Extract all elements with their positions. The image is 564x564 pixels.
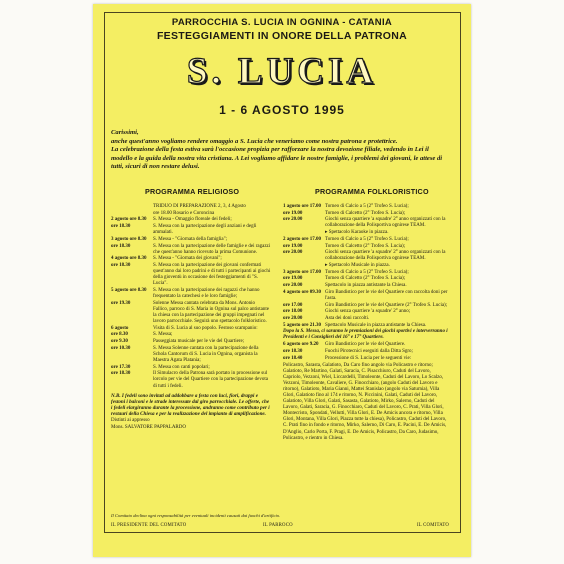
- entry-text: Asta dei doni raccolti.: [325, 315, 370, 321]
- entry-text: Torneo di Calcetto (2° Trofeo S. Lucia);: [325, 243, 406, 249]
- program-entry: [111, 244, 271, 256]
- entry-time: ore 19.30: [111, 300, 131, 306]
- entry-text: Spettacolo in piazza antistante la Chiesa.: [325, 283, 407, 289]
- entry-time: 4 agosto ore 8.30: [111, 256, 147, 262]
- program-entry: [283, 276, 449, 282]
- entry-time: ore 20.00: [283, 217, 303, 223]
- intro-greeting: Carissimi,: [111, 129, 139, 136]
- signature-parish-priest: IL PARROCO: [263, 523, 293, 528]
- entry-text: Giochi senza quartiere 'a squadre' 2° anno organizzati con la collaborazione della Polisportiva ognirese TEAM.: [325, 217, 446, 229]
- signature-committee: IL COMITATO: [417, 523, 450, 528]
- intro-paragraph: La celebrazione della festa estiva sarà l'occasione propizia per rafforzare la nostra devozione filiale, vedendo in Lei il modello e la guida della nostra vita cristiana. A Lei vogliamo affidare le nostre famiglie, i problemi dei giovani, le attese di tutti, sicuri di non restare delusi.: [111, 146, 443, 171]
- entry-time: 2 agosto ore 17.00: [283, 236, 321, 242]
- program-entry: [111, 217, 271, 223]
- entry-text: Giro Bandistico per le vie del Quartiere con raccolta doni per l'asta.: [325, 289, 448, 301]
- entry-text: Solenne Messa cantata celebrata da Mons. Antonio Fallico, parroco di S. Maria in Ognina sul palco antistante la chiesa con la partecipazione dei gruppi impegnati nel lavoro parrocchiale. Seguirà uno spettacolo folkloristico.: [153, 300, 269, 325]
- poster-sheet: [93, 4, 471, 557]
- entry-text: Passeggiata musicale per le vie del Quartiere;: [153, 339, 245, 345]
- entry-time: 4 agosto ore 09.30: [283, 289, 321, 295]
- program-entry: [283, 217, 449, 229]
- entry-time: ore 17.30: [111, 364, 131, 370]
- program-entry: [283, 303, 449, 309]
- intro-letter: [111, 129, 451, 172]
- entry-time: 1 agosto ore 17.00: [283, 204, 321, 209]
- program-entry: [111, 371, 271, 389]
- program-entry: [111, 288, 271, 300]
- entry-time: 5 agosto ore 21.30: [283, 322, 321, 328]
- after-mass-note: Dopo la S. Messa, ci saranno le premiazioni dei giochi sportivi e interverranno i Presidenti e i Consiglieri del 16° e 17° Quartiere.: [283, 329, 448, 341]
- program-entry: [283, 323, 449, 329]
- program-entry: [283, 263, 449, 269]
- entry-time: 5 agosto ore 8.30: [111, 287, 147, 293]
- signature-president: IL PRESIDENTE DEL COMITATO: [111, 523, 187, 528]
- program-entry: [111, 326, 271, 332]
- program-entry: [111, 256, 271, 262]
- entry-time: [283, 230, 325, 236]
- entry-time: ore 19.00: [283, 210, 303, 216]
- entry-text: S. Messa con canti popolari;: [153, 364, 210, 370]
- entry-text: TRIDUO DI PREPARAZIONE 2, 3, 4 Agosto: [153, 204, 246, 209]
- entry-time: ore 8.30: [111, 332, 128, 338]
- program-entry: [111, 224, 271, 236]
- entry-time: 6 agosto ore 9.20: [283, 342, 319, 348]
- entry-text: Torneo di Calcetto (2° Trofeo S. Lucia);: [325, 210, 406, 216]
- program-entry: [283, 204, 449, 210]
- entry-text: Spettacolo Musicale in piazza antistante la Chiesa.: [325, 322, 427, 328]
- program-entry: [111, 263, 271, 287]
- entry-time: ore 19.00: [283, 276, 303, 282]
- bishop-label: Distinti ai appresso: [111, 417, 150, 423]
- entry-text: Processione di S. Lucia per le seguenti vie:: [325, 355, 412, 361]
- entry-text: S. Messa con la partecipazione degli anziani e degli ammalati.: [153, 224, 257, 236]
- entry-time: 2 agosto ore 8.30: [111, 217, 147, 223]
- entry-text: S. Messa - "Giornata della famiglia";: [153, 236, 228, 242]
- committee-disclaimer: Il Comitato declina ogni responsabilità per eventuali incidenti causati dai fuochi d'artificio.: [111, 513, 281, 518]
- saint-title: S. LUCIA: [186, 51, 378, 92]
- parish-title: PARROCCHIA S. LUCIA IN OGNINA - CATANIA: [171, 17, 393, 28]
- program-entry: [283, 342, 449, 348]
- bishop-name: Mons. SALVATORE PAPPALARDO: [111, 424, 186, 430]
- festivities-heading: FESTEGGIAMENTI IN ONORE DELLA PATRONA: [156, 30, 408, 42]
- entry-text: Giro Bandistico per le vie del Quartiere (2° Trofeo S. Lucia);: [325, 302, 448, 308]
- entry-time: ore 18.30: [111, 371, 131, 377]
- entry-time: ore 20.00: [283, 250, 303, 256]
- entry-text: S. Messa;: [153, 332, 173, 338]
- program-entry: [283, 283, 449, 289]
- program-entry: [283, 316, 449, 322]
- religious-program: [111, 204, 271, 432]
- entry-text: ▸ Spettacolo Karaoke in piazza.: [325, 230, 389, 236]
- entry-text: ore 18.00 Rosario e Coroncina: [153, 210, 215, 216]
- program-entry: [111, 365, 271, 371]
- entry-time: ore 18.30: [111, 243, 131, 249]
- folk-program-heading: PROGRAMMA FOLKLORISTICO: [315, 187, 429, 196]
- entry-time: [111, 211, 153, 217]
- entry-text: S. Messa con la partecipazione dei giovani confermati quest'anno dai loro padrini e di tutti i partecipanti ai giochi della gioventù in occasione dei festeggiamenti di "S. Lucia".: [153, 263, 271, 287]
- folk-program: [283, 204, 449, 443]
- nota-bene: N.B. I fedeli sono invitati ad addobbare a festa con luci, fiori, drappi e festoni i balconi e le strade interessate dal giro parrocchiale. Le offerte, che i fedeli elargiranno durante la processione, andranno come contributo per i restauri della Chiesa e per la realizzazione del impianto di amplificazione.: [111, 392, 270, 417]
- program-entry: [111, 204, 271, 210]
- program-entry: [111, 237, 271, 243]
- program-entry: [111, 301, 271, 325]
- entry-text: S. Messa - Omaggio floreale dei fedeli;: [153, 217, 232, 223]
- program-entry: [283, 211, 449, 217]
- entry-text: S. Messa - "Giornata dei giovani";: [153, 256, 222, 262]
- entry-time: [111, 204, 153, 210]
- entry-text: Fuochi Pirotecnici eseguiti dalla Ditta Sgro;: [325, 349, 413, 355]
- entry-time: ore 18.30: [111, 224, 131, 230]
- entry-text: Giochi senza quartiere 'a squadre' 2° anno organizzati con la collaborazione della Polisportiva ognirese TEAM.: [325, 250, 446, 262]
- entry-text: Giochi senza quartiere 'a squadre' 2° anno;: [325, 309, 411, 315]
- entry-time: ore 18.30: [111, 263, 131, 268]
- program-entry: [283, 237, 449, 243]
- entry-time: [283, 263, 325, 269]
- entry-text: Il Simulacro della Patrona sarà portato in processione sul lorcolo per vie del Quartiere con la partecipazione devota di tutti i fedeli.: [153, 371, 268, 389]
- program-entry: [111, 339, 271, 345]
- program-entry: [111, 346, 271, 364]
- entry-time: ore 18.00: [283, 309, 303, 315]
- entry-text: Giro Bandistico per le vie del Quartiere.: [325, 342, 406, 348]
- program-entry: [283, 309, 449, 315]
- program-entry: [283, 356, 449, 362]
- entry-time: 3 agosto ore 17.00: [283, 269, 321, 275]
- entry-time: ore 18.40: [283, 355, 303, 361]
- program-entry: [283, 290, 449, 302]
- entry-time: ore 19.00: [283, 243, 303, 249]
- festival-dates: 1 - 6 AGOSTO 1995: [219, 103, 345, 117]
- entry-text: S. Messa con la partecipazione dei ragazzi che hanno frequentato la catechesi e le loro famiglie;: [153, 287, 260, 300]
- entry-text: Torneo di Calcio a 5 (2° Trofeo S. Lucia);: [325, 269, 409, 275]
- intro-line: anche quest'anno vogliamo rendere omaggio a S. Lucia che veneriamo come nostra patrona e protettrice.: [111, 137, 398, 145]
- entry-text: Torneo di Calcio a 5 (2° Trofeo S. Lucia);: [325, 236, 409, 242]
- program-entry: [111, 332, 271, 338]
- entry-text: Torneo di Calcio a 5 (2° Trofeo S. Lucia);: [325, 204, 409, 209]
- program-entry: [283, 244, 449, 250]
- entry-time: 3 agosto ore 8.30: [111, 236, 147, 242]
- entry-text: S. Messa con la partecipazione delle famiglie e dei ragazzi che quest'anno hanno ricevuto la prima Comunione.: [153, 243, 271, 255]
- religious-program-heading: PROGRAMMA RELIGIOSO: [145, 187, 240, 196]
- entry-text: S. Messa Solenne cantata con la partecipazione della Schola Cantorum di S. Lucia in Ognina, organista la Maestra Agata Platania;: [153, 345, 259, 363]
- program-entry: [283, 250, 449, 262]
- entry-time: ore 18.30: [283, 349, 303, 355]
- entry-text: Torneo di Calcetto (2° Trofeo S. Lucia);: [325, 276, 406, 282]
- program-entry: [283, 230, 449, 236]
- procession-route: Policastro, Sarasta, Galatioto, Da Caro fino angolo via Policastro e ritorno; Galatioto, Re Martino, Galati, Saracia, C. Pisacchiuro, Caduti del Lavoro, Capriolo, Vezzoni, Wiel, Liccardelli, Timoleonte, Caduti del Lavoro, Lo Scalzo, Vezzoni, Timoleonte, Cavaliere, G. Finocchiaro, (angolo Caduti del Lavoro e ritorno), Galatioto, Maria Gianni, Mattei Stanislao (angolo via Saturnia), Villa Glori, Galatioto fino al 174 e ritorno, N. Piccinini, Galati, Caduti del Lavoro, Galatioto, Villa Glori, Galati, Sasasta, Galatioto, Mirko, Salerno, Caduti del Lavoro, Galati, Saracia, G. Finocchiaro, Caduti del Lavoro, C. Prati, Villa Glori, Montecristo, Spondati, Vellutti, Villa Glori, E. De Amicis ancora e ritorno, Villa Glori, Montana, Villa Glori, Piazza tutte la chiesa), Policastro, Caduti del Lavoro, C. Prati fino in fondo e ritorno, Mirko, Salerno, Di Caro, E. Pacini, E. De Amicis, D'Anglio, Carlo Porta, F. Pragi, E. De Amicis, Policastro, Da Caro, Judasimo, Policastro, e rientro in Chiesa.: [283, 362, 447, 441]
- entry-text: Visita di S. Lucia al suo popolo. Festoso scampanio:: [153, 325, 258, 331]
- program-entry: [283, 270, 449, 276]
- entry-text: ▸ Spettacolo Musicale in piazza.: [325, 263, 390, 268]
- program-entry: [111, 211, 271, 217]
- entry-time: ore 9.30: [111, 339, 128, 345]
- program-entry: [283, 349, 449, 355]
- entry-time: ore 10.30: [111, 345, 131, 351]
- entry-time: 6 agosto: [111, 325, 129, 331]
- entry-time: ore 17.00: [283, 302, 303, 308]
- entry-time: ore 20.00: [283, 283, 303, 289]
- entry-time: ore 20.00: [283, 315, 303, 321]
